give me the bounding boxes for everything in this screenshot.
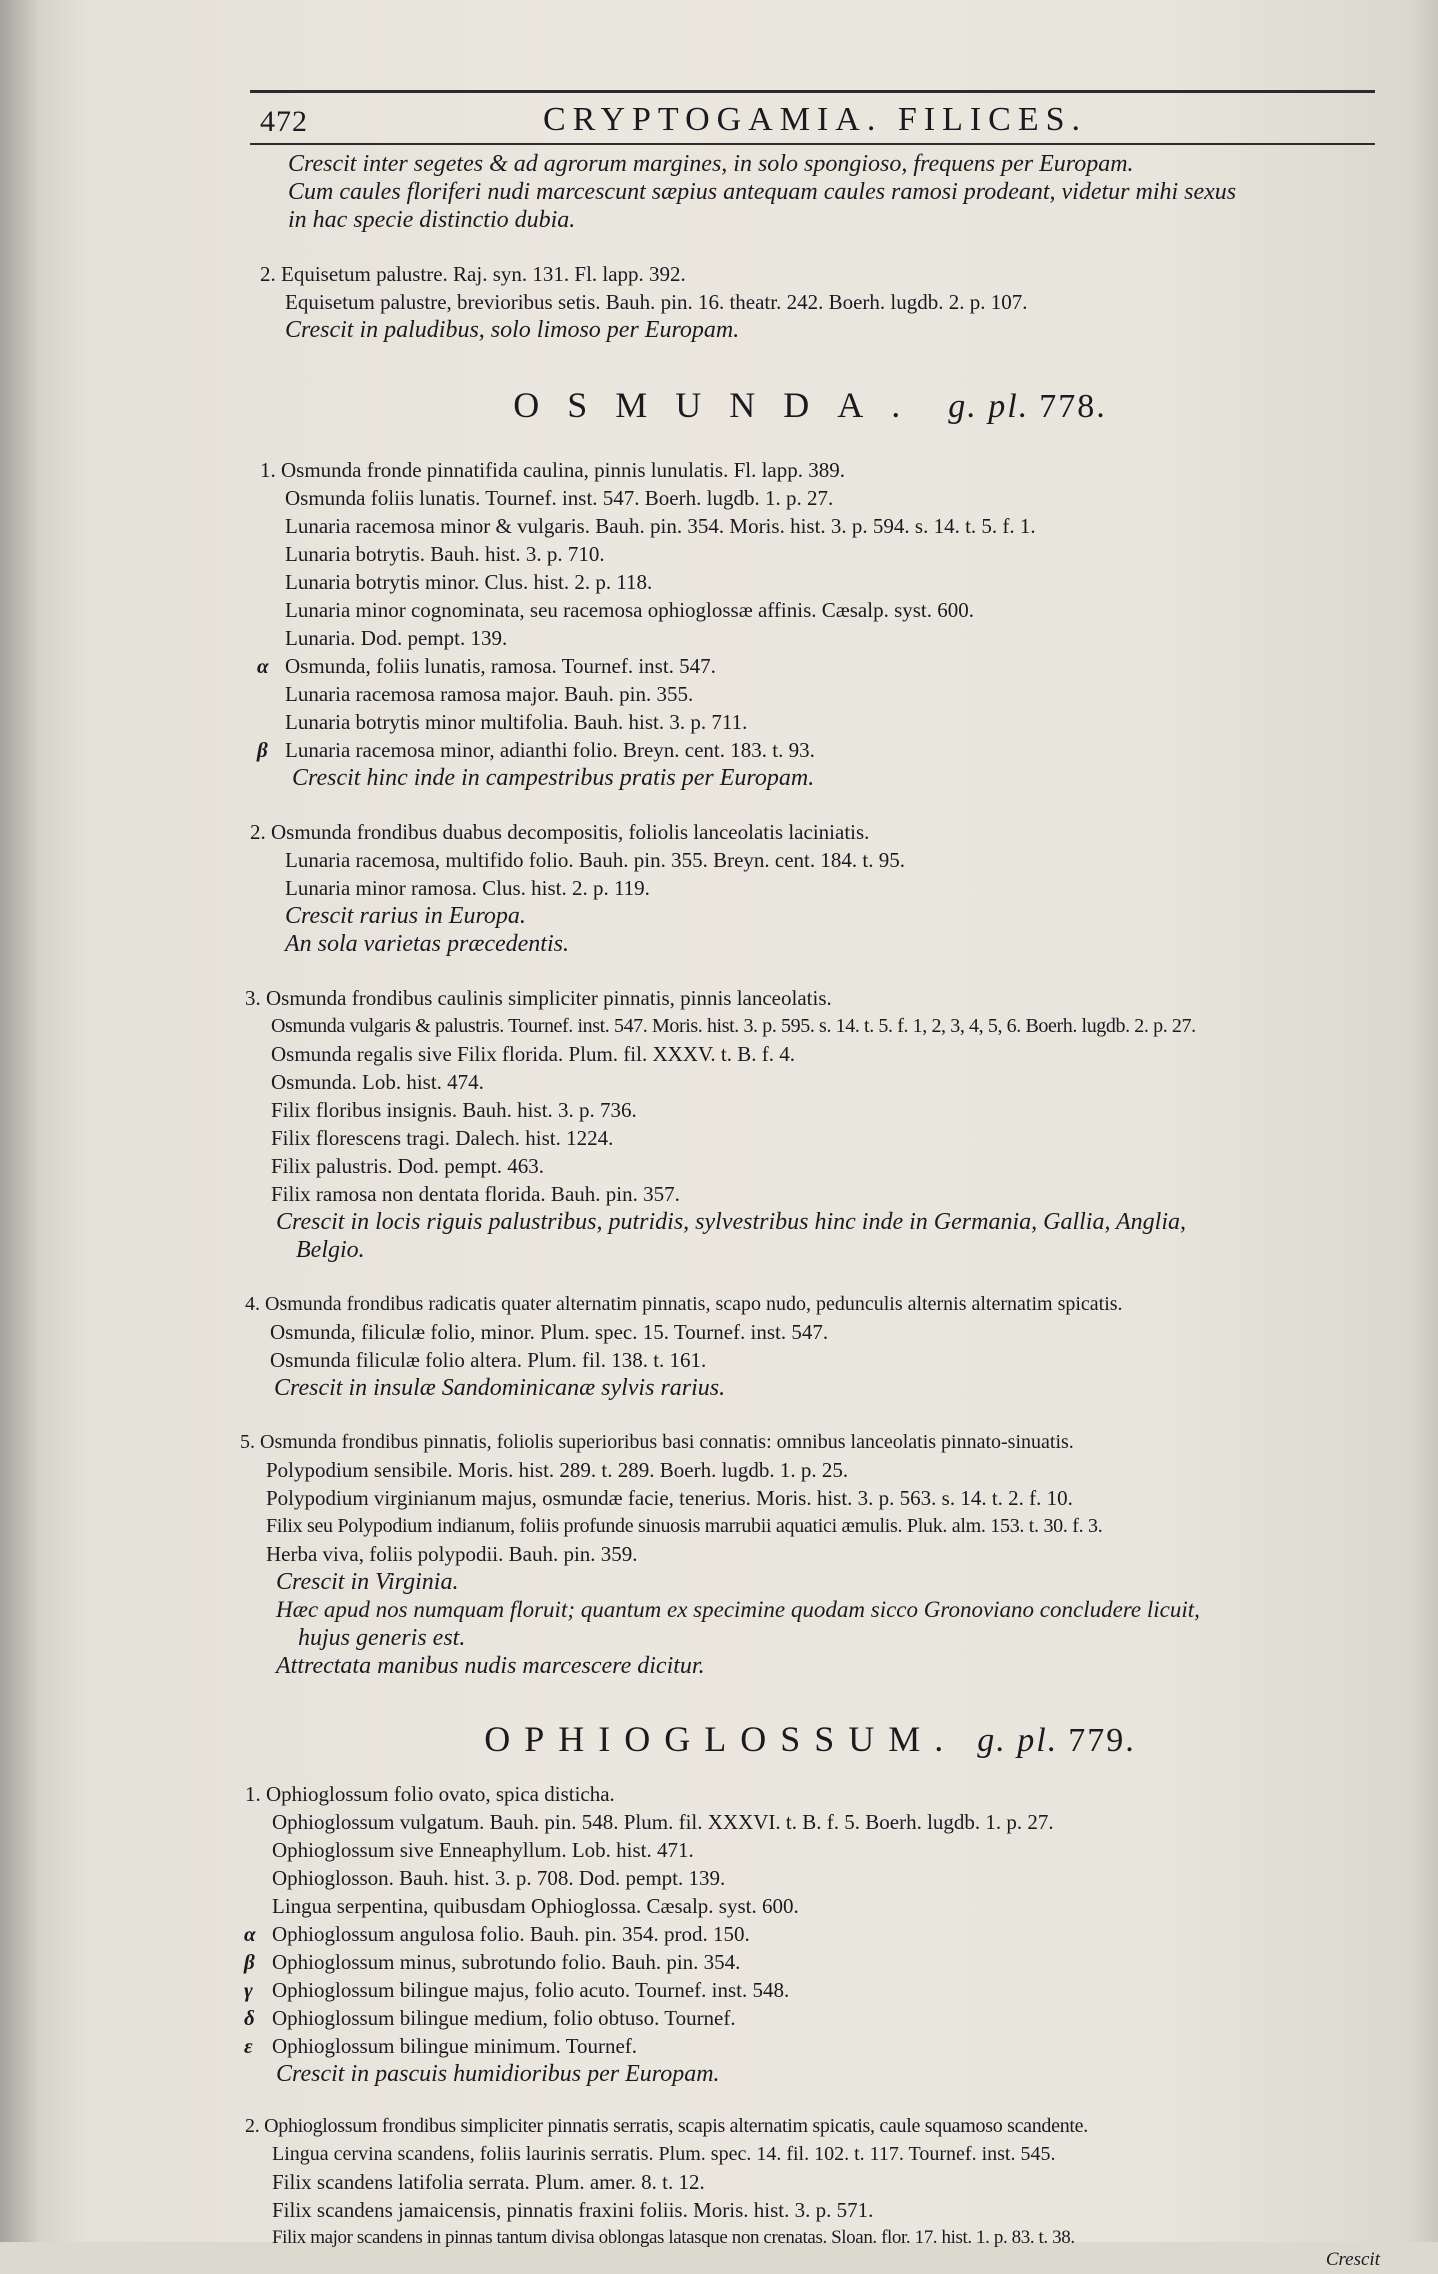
synonym-line: Filix major scandens in pinnas tantum divisa oblongas latasque non crenatas. Sloan. flor. 17. hist. 1. p. 83. t. 38. [272, 2227, 1075, 2248]
habitat-line: Crescit in pascuis humidioribus per Europam. [276, 2061, 720, 2087]
species-line: 2. Ophioglossum frondibus simpliciter pinnatis serratis, scapis alternatim spicatis, caule squamoso scandente. [245, 2115, 1088, 2137]
genus-heading-ophioglossum [240, 1718, 1380, 1760]
page-number: 472 [260, 105, 308, 138]
variety-text: Ophioglossum angulosa folio. Bauh. pin. 354. prod. 150. [272, 1922, 750, 1946]
text-line: Cum caules floriferi nudi marcescunt sæpius antequam caules ramosi prodeant, videtur mihi sexus [288, 179, 1237, 205]
synonym-line: Osmunda, filiculæ folio, minor. Plum. spec. 15. Tournef. inst. 547. [270, 1320, 829, 1344]
synonym-line: Filix florescens tragi. Dalech. hist. 1224. [271, 1126, 614, 1150]
synonym-line: Osmunda filiculæ folio altera. Plum. fil. 138. t. 161. [270, 1348, 707, 1372]
synonym-line: Osmunda regalis sive Filix florida. Plum. fil. XXXV. t. B. f. 4. [271, 1042, 796, 1066]
genus-gpl: g. pl. [948, 388, 1030, 425]
osmunda-species-5 [240, 1428, 1380, 1680]
text-line: Crescit inter segetes & ad agrorum margines, in solo spongioso, frequens per Europam. [288, 151, 1134, 177]
header-rule-top [250, 90, 1375, 93]
greek-marker: β [257, 738, 268, 762]
synonym-line: Filix scandens jamaicensis, pinnatis fraxini foliis. Moris. hist. 3. p. 571. [272, 2198, 874, 2222]
variety-line [240, 1976, 1380, 2004]
synonym-line: Herba viva, foliis polypodii. Bauh. pin. 359. [266, 1542, 638, 1566]
synonym-line: Lunaria. Dod. pempt. 139. [285, 626, 508, 650]
variety-text: Ophioglossum bilingue minimum. Tournef. [272, 2034, 638, 2058]
species-line: 5. Osmunda frondibus pinnatis, foliolis superioribus basi connatis: omnibus lanceolatis pinnato-sinuatis. [240, 1431, 1074, 1453]
genus-heading-osmunda [240, 384, 1380, 426]
greek-marker: δ [244, 2006, 255, 2030]
genus-name: OPHIOGLOSSUM. [484, 1719, 958, 1759]
synonym-line: Osmunda. Lob. hist. 474. [271, 1070, 484, 1094]
synonym-line: Ophioglossum sive Enneaphyllum. Lob. hist. 471. [272, 1838, 694, 1862]
synonym-line: Lingua cervina scandens, foliis laurinis serratis. Plum. spec. 14. fil. 102. t. 117. Tournef. inst. 545. [272, 2143, 1056, 2165]
species-line: 2. Osmunda frondibus duabus decompositis, foliolis lanceolatis laciniatis. [250, 820, 870, 844]
greek-marker: ε [244, 2034, 253, 2058]
variety-text: Lunaria racemosa minor, adianthi folio. Breyn. cent. 183. t. 93. [285, 738, 815, 762]
species-line: 4. Osmunda frondibus radicatis quater alternatim pinnatis, scapo nudo, pedunculis alternis alternatim spicatis. [245, 1293, 1123, 1315]
variety-text: Osmunda, foliis lunatis, ramosa. Tournef. inst. 547. [285, 654, 716, 678]
synonym-line: Filix scandens latifolia serrata. Plum. amer. 8. t. 12. [272, 2170, 705, 2194]
page-edge [1408, 0, 1438, 2242]
habitat-line: Crescit in Virginia. [276, 1569, 459, 1595]
variety-text: Ophioglossum bilingue medium, folio obtuso. Tournef. [272, 2006, 736, 2030]
species-line: 2. Equisetum palustre. Raj. syn. 131. Fl. lapp. 392. [260, 262, 686, 286]
page-header [260, 95, 1370, 145]
synonym-line: Polypodium sensibile. Moris. hist. 289. t. 289. Boerh. lugdb. 1. p. 25. [266, 1458, 849, 1482]
osmunda-species-4 [240, 1290, 1380, 1402]
variety-line [240, 736, 1380, 764]
synonym-line: Lunaria botrytis minor multifolia. Bauh. hist. 3. p. 711. [285, 710, 748, 734]
header-rule-bottom [250, 143, 1375, 145]
greek-marker: α [257, 654, 269, 678]
osmunda-species-2 [240, 818, 1380, 958]
synonym-line: Lunaria racemosa minor & vulgaris. Bauh. pin. 354. Moris. hist. 3. p. 594. s. 14. t. 5. f. 1. [285, 514, 1036, 538]
variety-line [240, 1920, 1380, 1948]
ophioglossum-species-1 [240, 1780, 1380, 2088]
synonym-line: Lunaria racemosa, multifido folio. Bauh. pin. 355. Breyn. cent. 184. t. 95. [285, 848, 905, 872]
greek-marker: γ [244, 1978, 253, 2002]
habitat-line: Crescit in insulæ Sandominicanæ sylvis rarius. [274, 1375, 726, 1401]
variety-text: Ophioglossum bilingue majus, folio acuto. Tournef. inst. 548. [272, 1978, 790, 2002]
note-line: hujus generis est. [298, 1625, 466, 1651]
habitat-line: Belgio. [296, 1237, 365, 1263]
synonym-line: Equisetum palustre, brevioribus setis. Bauh. pin. 16. theatr. 242. Boerh. lugdb. 2. p. 107. [285, 290, 1028, 314]
synonym-line: Ophioglossum vulgatum. Bauh. pin. 548. Plum. fil. XXXVI. t. B. f. 5. Boerh. lugdb. 1. p. 27. [272, 1810, 1054, 1834]
page-gutter-shadow [0, 0, 40, 2242]
synonym-line: Filix palustris. Dod. pempt. 463. [271, 1154, 544, 1178]
page-content [240, 150, 1380, 2274]
greek-marker: α [244, 1922, 256, 1946]
genus-number: 778. [1039, 388, 1107, 425]
synonym-line: Filix seu Polypodium indianum, foliis profunde sinuosis marrubii aquatici æmulis. Pluk. alm. 153. t. 30. f. 3. [266, 1515, 1103, 1537]
variety-line [240, 1948, 1380, 1976]
variety-line [240, 652, 1380, 680]
synonym-line: Filix ramosa non dentata florida. Bauh. pin. 357. [271, 1182, 680, 1206]
genus-number: 779. [1068, 1722, 1136, 1759]
osmunda-species-1 [240, 456, 1380, 792]
variety-line [240, 2004, 1380, 2032]
running-title: CRYPTOGAMIA. FILICES. [542, 101, 1088, 138]
text-line: in hac specie distinctio dubia. [288, 207, 576, 233]
habitat-line: Crescit hinc inde in campestribus pratis per Europam. [292, 765, 815, 791]
synonym-line: Lunaria minor ramosa. Clus. hist. 2. p. 119. [285, 876, 650, 900]
greek-marker: β [244, 1950, 255, 1974]
synonym-line: Ophioglosson. Bauh. hist. 3. p. 708. Dod. pempt. 139. [272, 1866, 726, 1890]
synonym-line: Osmunda vulgaris & palustris. Tournef. inst. 547. Moris. hist. 3. p. 595. s. 14. t. 5. f. 1, 2, 3, 4, 5, 6. Boerh. lugdb. 2. p. 27. [271, 1015, 1196, 1037]
species-line: 1. Osmunda fronde pinnatifida caulina, pinnis lunulatis. Fl. lapp. 389. [260, 458, 845, 482]
genus-name: OSMUNDA. [513, 385, 929, 425]
synonym-line: Lunaria botrytis minor. Clus. hist. 2. p. 118. [285, 570, 653, 594]
synonym-line: Polypodium virginianum majus, osmundæ facie, tenerius. Moris. hist. 3. p. 563. s. 14. t. 2. f. 10. [266, 1486, 1073, 1510]
note-line: Attrectata manibus nudis marcescere dicitur. [276, 1653, 705, 1679]
habitat-line: Crescit rarius in Europa. [285, 903, 526, 929]
ophioglossum-species-2 [240, 2112, 1380, 2274]
catchword: Crescit [1325, 2249, 1380, 2270]
synonym-line: Osmunda foliis lunatis. Tournef. inst. 547. Boerh. lugdb. 1. p. 27. [285, 486, 834, 510]
synonym-line: Filix floribus insignis. Bauh. hist. 3. p. 736. [271, 1098, 637, 1122]
variety-text: Ophioglossum minus, subrotundo folio. Bauh. pin. 354. [272, 1950, 741, 1974]
synonym-line: Lunaria racemosa ramosa major. Bauh. pin. 355. [285, 682, 694, 706]
note-line: An sola varietas præcedentis. [285, 931, 569, 957]
synonym-line: Lunaria botrytis. Bauh. hist. 3. p. 710. [285, 542, 605, 566]
habitat-line: Crescit in locis riguis palustribus, putridis, sylvestribus hinc inde in Germania, Gallia, Anglia, [276, 1209, 1187, 1235]
note-line: Hæc apud nos numquam floruit; quantum ex specimine quodam sicco Gronoviano concludere licuit, [276, 1597, 1200, 1622]
osmunda-species-3 [240, 984, 1380, 1264]
synonym-line: Lingua serpentina, quibusdam Ophioglossa. Cæsalp. syst. 600. [272, 1894, 799, 1918]
species-line: 1. Ophioglossum folio ovato, spica disticha. [245, 1782, 615, 1806]
synonym-line: Lunaria minor cognominata, seu racemosa ophioglossæ affinis. Cæsalp. syst. 600. [285, 598, 975, 622]
habitat-line: Crescit in paludibus, solo limoso per Europam. [285, 317, 740, 343]
variety-line [240, 2032, 1380, 2060]
genus-gpl: g. pl. [977, 1722, 1059, 1759]
intro-paragraph [240, 150, 1380, 234]
species-line: 3. Osmunda frondibus caulinis simpliciter pinnatis, pinnis lanceolatis. [245, 986, 832, 1010]
equisetum-species-2 [240, 260, 1380, 344]
